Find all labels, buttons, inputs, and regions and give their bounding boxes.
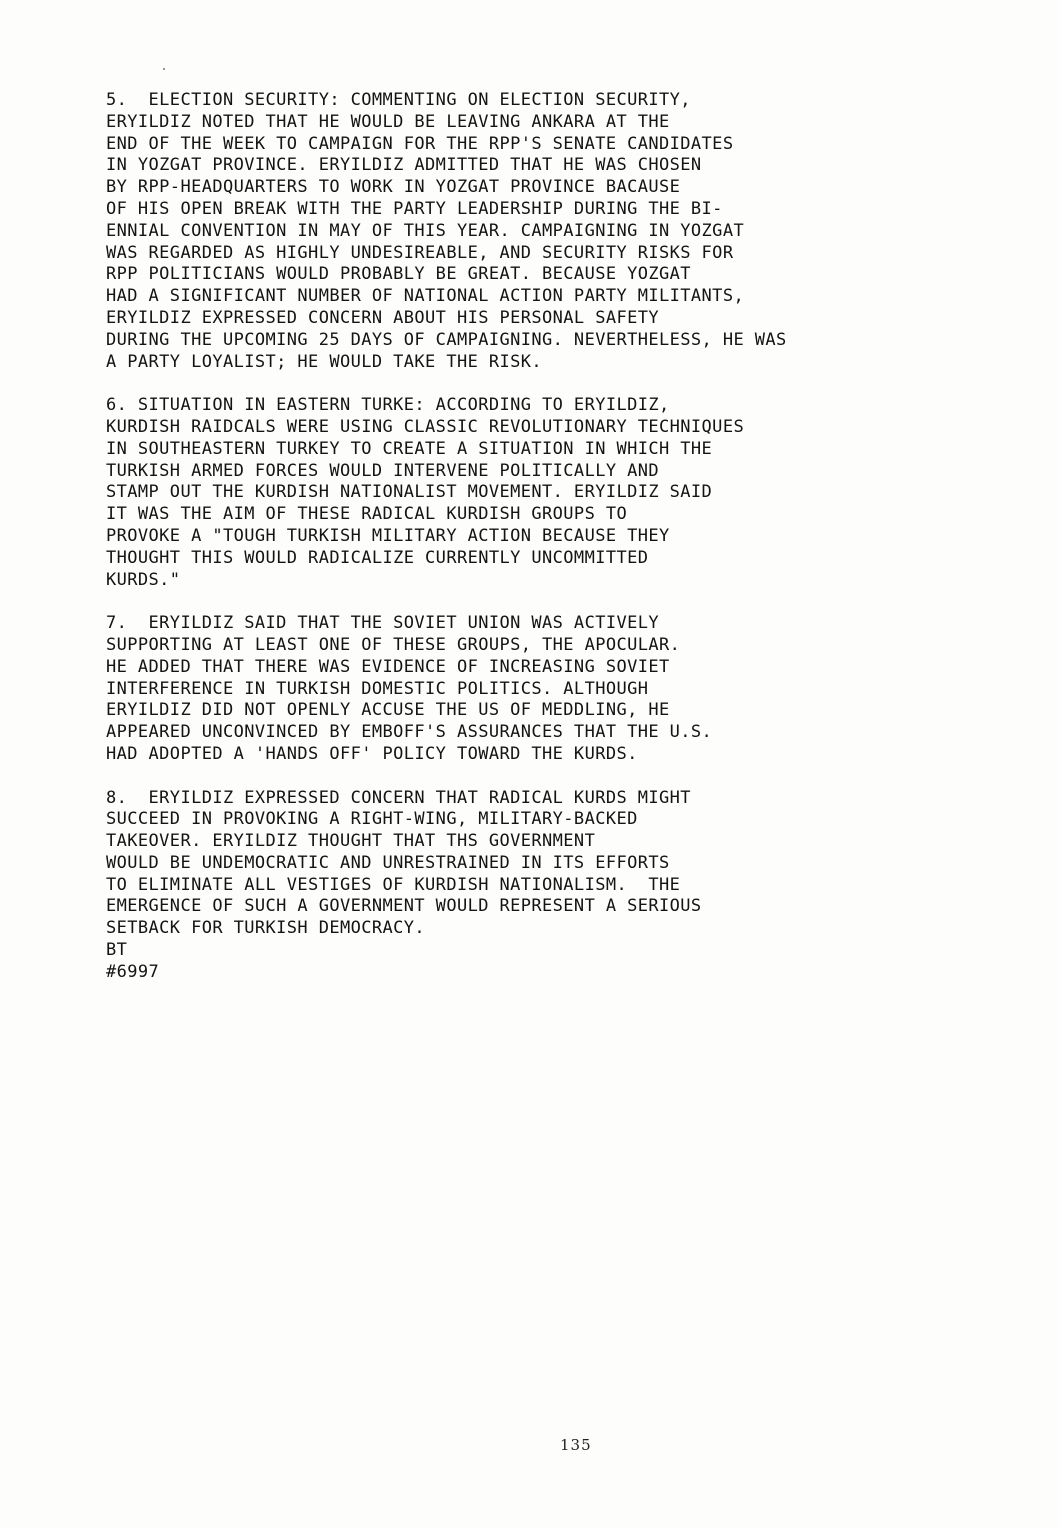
text-line: APPEARED UNCONVINCED BY EMBOFF'S ASSURANCES THAT THE U.S. (106, 722, 713, 743)
text-line: 5. ELECTION SECURITY: COMMENTING ON ELECTION SECURITY, (106, 90, 691, 110)
text-line: DURING THE UPCOMING 25 DAYS OF CAMPAIGNING. NEVERTHELESS, HE WAS (106, 329, 787, 350)
text-line: ERYILDIZ DID NOT OPENLY ACCUSE THE US OF MEDDLING, HE (106, 700, 670, 721)
text-line: TO ELIMINATE ALL VESTIGES OF KURDISH NATIONALISM. THE (106, 874, 681, 895)
text-line: SUPPORTING AT LEAST ONE OF THESE GROUPS, THE APOCULAR. (106, 634, 681, 655)
text-line: TAKEOVER. ERYILDIZ THOUGHT THAT THS GOVERNMENT (106, 831, 596, 852)
text-line: END OF THE WEEK TO CAMPAIGN FOR THE RPP'S SENATE CANDIDATES (106, 133, 734, 154)
paragraph-election-security (106, 90, 1006, 373)
scan-speck (163, 68, 165, 70)
text-line: HAD ADOPTED A 'HANDS OFF' POLICY TOWARD THE KURDS. (106, 743, 638, 764)
text-line: KURDISH RAIDCALS WERE USING CLASSIC REVOLUTIONARY TECHNIQUES (106, 416, 745, 437)
text-line: RPP POLITICIANS WOULD PROBABLY BE GREAT. BECAUSE YOZGAT (106, 264, 691, 285)
paragraph-eastern-turkey (106, 395, 1006, 591)
text-line: INTERFERENCE IN TURKISH DOMESTIC POLITICS. ALTHOUGH (106, 678, 649, 699)
text-line: 7. ERYILDIZ SAID THAT THE SOVIET UNION WAS ACTIVELY (106, 613, 660, 634)
text-line: ERYILDIZ EXPRESSED CONCERN ABOUT HIS PERSONAL SAFETY (106, 307, 660, 328)
text-line: ERYILDIZ NOTED THAT HE WOULD BE LEAVING ANKARA AT THE (106, 111, 670, 132)
cable-trailer (106, 940, 1006, 984)
text-line: IT WAS THE AIM OF THESE RADICAL KURDISH GROUPS TO (106, 504, 628, 525)
text-line: OF HIS OPEN BREAK WITH THE PARTY LEADERSHIP DURING THE BI- (106, 198, 723, 219)
text-line: BY RPP-HEADQUARTERS TO WORK IN YOZGAT PROVINCE BACAUSE (106, 177, 681, 198)
text-line: ENNIAL CONVENTION IN MAY OF THIS YEAR. CAMPAIGNING IN YOZGAT (106, 220, 745, 241)
text-line: SETBACK FOR TURKISH DEMOCRACY. (106, 918, 426, 939)
text-line: A PARTY LOYALIST; HE WOULD TAKE THE RISK. (106, 351, 543, 372)
paragraph-takeover-concern (106, 788, 1006, 941)
text-line: EMERGENCE OF SUCH A GOVERNMENT WOULD REPRESENT A SERIOUS (106, 896, 702, 917)
message-number: #6997 (106, 961, 160, 982)
text-line: SUCCEED IN PROVOKING A RIGHT-WING, MILITARY-BACKED (106, 809, 638, 830)
text-line: HAD A SIGNIFICANT NUMBER OF NATIONAL ACTION PARTY MILITANTS, (106, 286, 745, 307)
text-line: WOULD BE UNDEMOCRATIC AND UNRESTRAINED IN ITS EFFORTS (106, 852, 670, 873)
text-line: IN SOUTHEASTERN TURKEY TO CREATE A SITUATION IN WHICH THE (106, 438, 713, 459)
page-number: 135 (560, 1436, 592, 1454)
text-line: TURKISH ARMED FORCES WOULD INTERVENE POLITICALLY AND (106, 460, 660, 481)
text-line: THOUGHT THIS WOULD RADICALIZE CURRENTLY UNCOMMITTED (106, 547, 649, 568)
text-line: 6. SITUATION IN EASTERN TURKE: ACCORDING TO ERYILDIZ, (106, 395, 670, 416)
text-line: PROVOKE A "TOUGH TURKISH MILITARY ACTION BECAUSE THEY (106, 525, 670, 546)
paragraph-soviet-support (106, 613, 1006, 766)
text-line: HE ADDED THAT THERE WAS EVIDENCE OF INCREASING SOVIET (106, 656, 670, 677)
text-line: STAMP OUT THE KURDISH NATIONALIST MOVEMENT. ERYILDIZ SAID (106, 482, 713, 503)
cable-text (106, 90, 1006, 984)
break-marker: BT (106, 940, 128, 961)
text-line: KURDS." (106, 569, 181, 590)
text-line: 8. ERYILDIZ EXPRESSED CONCERN THAT RADICAL KURDS MIGHT (106, 787, 691, 808)
text-line: WAS REGARDED AS HIGHLY UNDESIREABLE, AND SECURITY RISKS FOR (106, 242, 734, 263)
text-line: IN YOZGAT PROVINCE. ERYILDIZ ADMITTED THAT HE WAS CHOSEN (106, 155, 702, 176)
